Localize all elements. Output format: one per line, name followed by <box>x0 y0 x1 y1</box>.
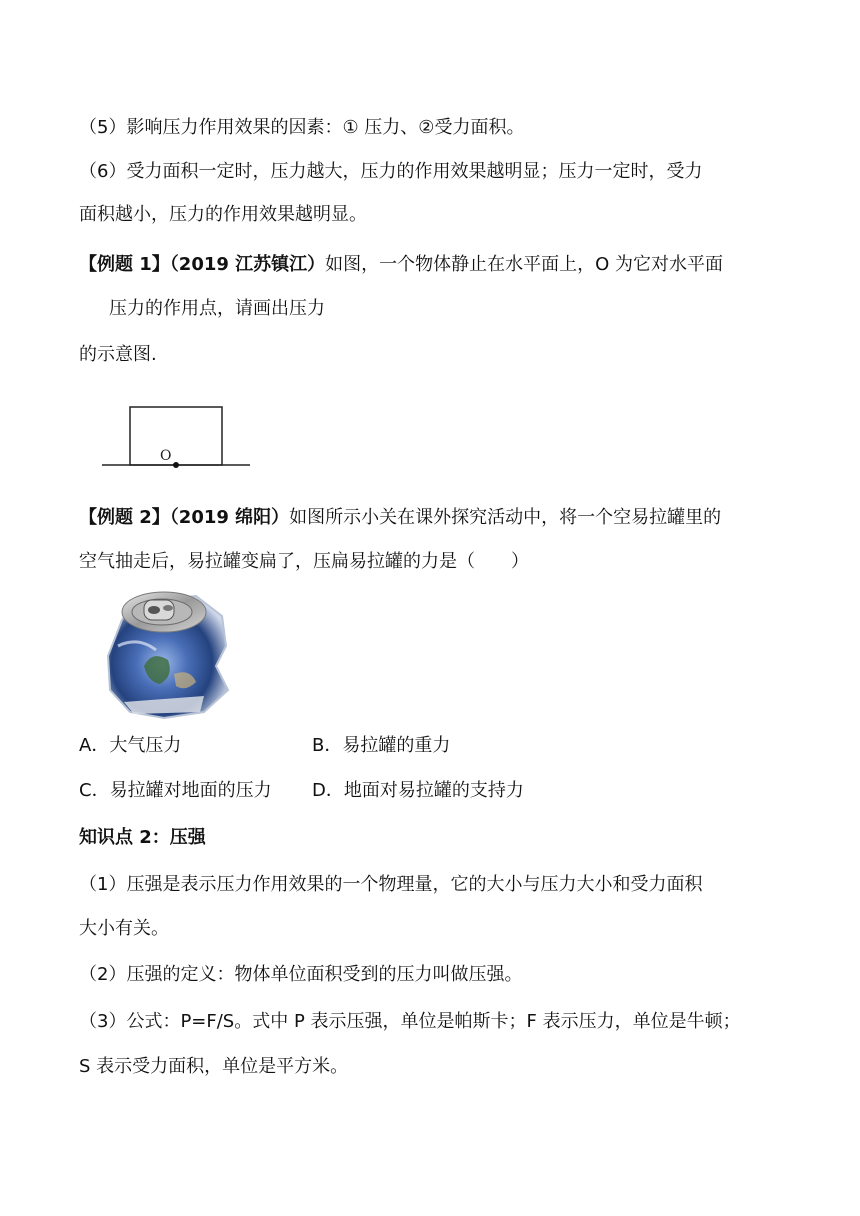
example-2-source: （2019 绵阳） <box>169 507 290 528</box>
item-5: （5）影响压力作用效果的因素：① 压力、②受力面积。 <box>79 117 525 138</box>
crushed-can-image <box>104 586 232 722</box>
knowledge-2-item-1-line-1: （1）压强是表示压力作用效果的一个物理量，它的大小与压力大小和受力面积 <box>79 874 703 895</box>
example-2-text: 如图所示小关在课外探究活动中，将一个空易拉罐里的 <box>289 507 722 528</box>
example-2-line-1 <box>79 506 721 530</box>
item-6-line-1: （6）受力面积一定时，压力越大，压力的作用效果越明显；压力一定时，受力 <box>79 161 703 182</box>
knowledge-2-item-3-line-1: （3）公式：P=F/S。式中 P 表示压强，单位是帕斯卡；F 表示压力，单位是牛顿； <box>79 1011 741 1032</box>
example-1-line-1 <box>79 253 723 277</box>
example-1-figure <box>100 402 252 472</box>
block-object <box>130 407 222 465</box>
knowledge-2-item-2: （2）压强的定义：物体单位面积受到的压力叫做压强。 <box>79 964 523 985</box>
example-1-text: 如图，一个物体静止在水平面上，O 为它对水平面 <box>325 254 724 275</box>
example-2-label: 【例题 2】 <box>79 507 170 528</box>
example-1-source: （2019 江苏镇江） <box>169 254 326 275</box>
option-a: A．大气压力 <box>79 735 182 756</box>
knowledge-2-item-3-line-2: S 表示受力面积，单位是平方米。 <box>79 1056 349 1077</box>
option-c: C．易拉罐对地面的压力 <box>79 780 272 801</box>
item-6-line-2: 面积越小，压力的作用效果越明显。 <box>79 204 367 225</box>
knowledge-2-item-1-line-2: 大小有关。 <box>79 918 169 939</box>
option-d: D．地面对易拉罐的支持力 <box>312 780 524 801</box>
pressure-point <box>173 462 179 468</box>
example-2-line-2: 空气抽走后，易拉罐变扁了，压扁易拉罐的力是（ ） <box>79 551 529 572</box>
example-1-label: 【例题 1】 <box>79 254 170 275</box>
option-b: B．易拉罐的重力 <box>312 735 451 756</box>
example-1-line-2: 压力的作用点，请画出压力 <box>109 298 325 319</box>
example-1-line-3: 的示意图. <box>79 344 157 365</box>
knowledge-2-title: 知识点 2：压强 <box>79 827 206 848</box>
point-label: O <box>160 448 172 464</box>
